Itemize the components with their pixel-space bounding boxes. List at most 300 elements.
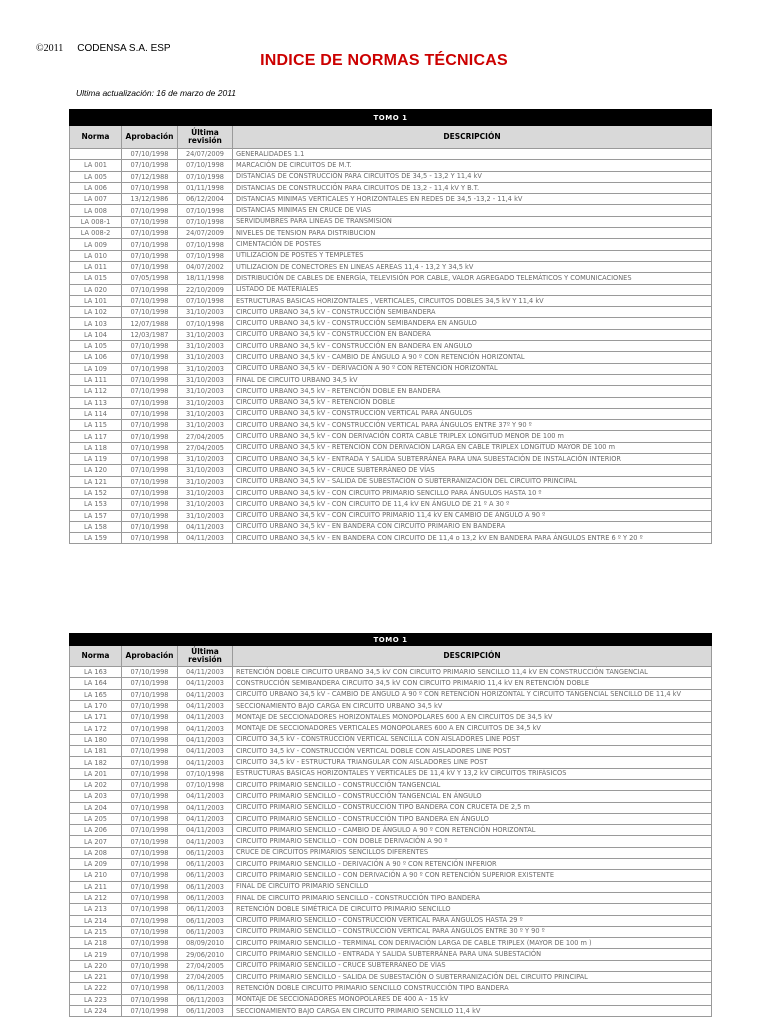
table-row [70, 510, 712, 521]
cell-ultima-revision: 04/11/2003 [178, 678, 233, 689]
cell-aprobacion: 07/10/1998 [122, 341, 178, 352]
table-row [70, 228, 712, 239]
cell-norma: LA 101 [70, 295, 122, 306]
cell-norma: LA 104 [70, 329, 122, 340]
cell-ultima-revision: 31/10/2003 [178, 386, 233, 397]
table-row [70, 847, 712, 858]
cell-descripcion: CIRCUITO URBANO 34,5 kV - CAMBIO DE ÁNGULO A 90 º CON RETENCIÓN HORIZONTAL [233, 352, 712, 363]
cell-norma: LA 109 [70, 363, 122, 374]
cell-descripcion: CIRCUITO PRIMARIO SENCILLO - CAMBIO DE ÁNGULO A 90 º CON RETENCIÓN HORIZONTAL [233, 825, 712, 836]
cell-aprobacion: 07/10/1998 [122, 678, 178, 689]
cell-ultima-revision: 04/11/2003 [178, 700, 233, 711]
cell-aprobacion: 07/10/1998 [122, 779, 178, 790]
table-row [70, 938, 712, 949]
cell-aprobacion: 07/10/1998 [122, 712, 178, 723]
cell-descripcion: MARCACIÓN DE CIRCUITOS DE M.T. [233, 160, 712, 171]
cell-norma: LA 006 [70, 182, 122, 193]
cell-descripcion: CIRCUITO URBANO 34,5 kV - RETENCIÓN CON DERIVACIÓN LARGA EN CABLE TRIPLEX LONGITUD MAYOR DE 100 m [233, 442, 712, 453]
table-row [70, 859, 712, 870]
cell-aprobacion: 07/10/1998 [122, 397, 178, 408]
page-title [0, 52, 768, 70]
table-row [70, 994, 712, 1005]
cell-ultima-revision: 04/11/2003 [178, 689, 233, 700]
table-row [70, 250, 712, 261]
cell-ultima-revision: 31/10/2003 [178, 454, 233, 465]
cell-descripcion: CIRCUITO PRIMARIO SENCILLO - DERIVACIÓN A 90 º CON RETENCIÓN INFERIOR [233, 859, 712, 870]
table-row [70, 499, 712, 510]
cell-descripcion: CIRCUITO URBANO 34,5 kV - CONSTRUCCIÓN VERTICAL PARA ÁNGULOS ENTRE 37º Y 90 º [233, 420, 712, 431]
cell-ultima-revision: 07/10/1998 [178, 779, 233, 790]
cell-norma: LA 163 [70, 667, 122, 678]
cell-ultima-revision: 07/10/1998 [178, 768, 233, 779]
table-row [70, 194, 712, 205]
cell-aprobacion: 07/10/1998 [122, 949, 178, 960]
cell-norma: LA 215 [70, 926, 122, 937]
cell-aprobacion: 07/10/1998 [122, 813, 178, 824]
cell-descripcion: MONTAJE DE SECCIONADORES MONOPOLARES DE 400 A - 15 kV [233, 994, 712, 1005]
cell-aprobacion: 07/05/1998 [122, 273, 178, 284]
cell-aprobacion: 07/10/1998 [122, 205, 178, 216]
cell-norma: LA 212 [70, 892, 122, 903]
cell-ultima-revision: 31/10/2003 [178, 487, 233, 498]
cell-ultima-revision: 01/11/1998 [178, 182, 233, 193]
cell-aprobacion: 07/10/1998 [122, 734, 178, 745]
table-row [70, 329, 712, 340]
cell-norma: LA 224 [70, 1005, 122, 1016]
table-row [70, 442, 712, 453]
col-ultima-revision: Última revisión [178, 126, 233, 149]
cell-descripcion: FINAL DE CIRCUITO URBANO 34,5 kV [233, 374, 712, 385]
cell-descripcion: FINAL DE CIRCUITO PRIMARIO SENCILLO - CONSTRUCCIÓN TIPO BANDERA [233, 892, 712, 903]
cell-descripcion: CIRCUITO 34,5 kV - ESTRUCTURA TRIANGULAR CON AISLADORES LINE POST [233, 757, 712, 768]
cell-ultima-revision: 31/10/2003 [178, 510, 233, 521]
table-row [70, 836, 712, 847]
cell-norma: LA 008-1 [70, 216, 122, 227]
cell-ultima-revision: 04/11/2003 [178, 825, 233, 836]
table-row [70, 904, 712, 915]
cell-aprobacion: 07/10/1998 [122, 533, 178, 544]
cell-ultima-revision: 31/10/2003 [178, 329, 233, 340]
cell-norma: LA 015 [70, 273, 122, 284]
cell-norma: LA 111 [70, 374, 122, 385]
cell-ultima-revision: 31/10/2003 [178, 408, 233, 419]
cell-ultima-revision: 31/10/2003 [178, 420, 233, 431]
col-aprobacion: Aprobación [122, 126, 178, 149]
cell-norma: LA 219 [70, 949, 122, 960]
cell-aprobacion: 07/10/1998 [122, 476, 178, 487]
cell-descripcion: CIRCUITO 34,5 kV - CONSTRUCCIÓN VERTICAL SENCILLA CON AISLADORES LINE POST [233, 734, 712, 745]
cell-norma: LA 105 [70, 341, 122, 352]
cell-ultima-revision: 04/11/2003 [178, 791, 233, 802]
table-row [70, 915, 712, 926]
cell-aprobacion: 07/10/1998 [122, 295, 178, 306]
cell-descripcion: CIRCUITO PRIMARIO SENCILLO - CONSTRUCCIÓN TANGENCIAL EN ÁNGULO [233, 791, 712, 802]
cell-aprobacion: 07/10/1998 [122, 521, 178, 532]
cell-descripcion: CIRCUITO URBANO 34,5 kV - CRUCE SUBTERRÁNEO DE VÍAS [233, 465, 712, 476]
cell-aprobacion: 07/10/1998 [122, 723, 178, 734]
table-row [70, 205, 712, 216]
cell-aprobacion: 07/10/1998 [122, 352, 178, 363]
cell-norma: LA 208 [70, 847, 122, 858]
cell-ultima-revision: 07/10/1998 [178, 160, 233, 171]
cell-ultima-revision: 31/10/2003 [178, 374, 233, 385]
cell-aprobacion: 07/10/1998 [122, 442, 178, 453]
table-row [70, 239, 712, 250]
cell-descripcion: CIRCUITO URBANO 34,5 kV - ENTRADA Y SALIDA SUBTERRÁNEA PARA UNA SUBESTACIÓN DE INSTALACIÓN INTERIOR [233, 454, 712, 465]
cell-aprobacion: 12/07/1988 [122, 318, 178, 329]
cell-aprobacion: 07/10/1998 [122, 836, 178, 847]
cell-norma: LA 203 [70, 791, 122, 802]
cell-descripcion: CIRCUITO PRIMARIO SENCILLO - CONSTRUCCIÓN TIPO BANDERA EN ÁNGULO [233, 813, 712, 824]
cell-descripcion: CIRCUITO URBANO 34,5 kV - CONSTRUCCIÓN VERTICAL PARA ÁNGULOS [233, 408, 712, 419]
cell-norma: LA 118 [70, 442, 122, 453]
cell-norma: LA 008 [70, 205, 122, 216]
cell-ultima-revision: 07/10/1998 [178, 171, 233, 182]
copyright-text: ©2011 [36, 43, 64, 54]
cell-norma: LA 180 [70, 734, 122, 745]
cell-aprobacion: 07/10/1998 [122, 983, 178, 994]
cell-aprobacion: 07/10/1998 [122, 160, 178, 171]
cell-ultima-revision: 31/10/2003 [178, 499, 233, 510]
table-row [70, 374, 712, 385]
cell-descripcion: SERVIDUMBRES PARA LINEAS DE TRANSMISION [233, 216, 712, 227]
cell-descripcion: CIRCUITO URBANO 34,5 kV - CON DERIVACIÓN CORTA CABLE TRIPLEX LONGITUD MENOR DE 100 m [233, 431, 712, 442]
cell-aprobacion: 07/10/1998 [122, 689, 178, 700]
cell-norma: LA 213 [70, 904, 122, 915]
cell-ultima-revision: 29/06/2010 [178, 949, 233, 960]
table-row [70, 779, 712, 790]
cell-aprobacion: 07/10/1998 [122, 768, 178, 779]
cell-ultima-revision: 06/11/2003 [178, 994, 233, 1005]
cell-descripcion: CIRCUITO URBANO 34,5 kV - DERIVACIÓN A 90 º CON RETENCIÓN HORIZONTAL [233, 363, 712, 374]
cell-aprobacion: 07/10/1998 [122, 284, 178, 295]
cell-norma: LA 209 [70, 859, 122, 870]
cell-descripcion: CIRCUITO 34,5 kV - CONSTRUCCIÓN VERTICAL DOBLE CON AISLADORES LINE POST [233, 746, 712, 757]
cell-norma: LA 218 [70, 938, 122, 949]
cell-norma: LA 007 [70, 194, 122, 205]
cell-aprobacion: 07/10/1998 [122, 881, 178, 892]
cell-descripcion: DISTANCIAS DE CONSTRUCCIÓN PARA CIRCUITOS DE 34,5 - 13,2 Y 11,4 kV [233, 171, 712, 182]
cell-ultima-revision: 04/11/2003 [178, 667, 233, 678]
cell-norma: LA 214 [70, 915, 122, 926]
cell-aprobacion: 07/10/1998 [122, 938, 178, 949]
col-descripcion: DESCRIPCIÓN [233, 646, 712, 667]
cell-descripcion: NIVELES DE TENSION PARA DISTRIBUCION [233, 228, 712, 239]
cell-norma: LA 206 [70, 825, 122, 836]
cell-descripcion: MONTAJE DE SECCIONADORES VERTICALES MONOPOLARES 600 A EN CIRCUITOS DE 34,5 kV [233, 723, 712, 734]
cell-descripcion: CIRCUITO URBANO 34,5 kV - RETENCIÓN DOBLE EN BANDERA [233, 386, 712, 397]
table-body-1 [70, 149, 712, 544]
cell-descripcion: DISTANCIAS MINIMAS EN CRUCE DE VIAS [233, 205, 712, 216]
cell-aprobacion: 07/10/1998 [122, 870, 178, 881]
cell-descripcion: ESTRUCTURAS BASICAS HORIZONTALES , VERTICALES, CIRCUITOS DOBLES 34,5 kV Y 11,4 kV [233, 295, 712, 306]
col-ultima-revision: Última revisión [178, 646, 233, 667]
cell-ultima-revision: 07/10/1998 [178, 250, 233, 261]
company-name: CODENSA S.A. ESP [77, 43, 171, 54]
cell-norma: LA 153 [70, 499, 122, 510]
table-row [70, 734, 712, 745]
cell-norma: LA 164 [70, 678, 122, 689]
cell-aprobacion: 07/10/1998 [122, 374, 178, 385]
cell-aprobacion: 07/10/1998 [122, 746, 178, 757]
cell-aprobacion: 07/10/1998 [122, 420, 178, 431]
cell-ultima-revision: 07/10/1998 [178, 239, 233, 250]
cell-aprobacion: 07/10/1998 [122, 454, 178, 465]
cell-aprobacion: 12/03/1987 [122, 329, 178, 340]
cell-ultima-revision: 06/11/2003 [178, 1005, 233, 1016]
cell-ultima-revision: 04/11/2003 [178, 712, 233, 723]
cell-descripcion: RETENCIÓN DOBLE CIRCUITO URBANO 34,5 kV CON CIRCUITO PRIMARIO SENCILLO 11,4 kV EN CONSTRUCCIÓN TANGENCIAL [233, 667, 712, 678]
table-row [70, 420, 712, 431]
cell-aprobacion: 07/10/1998 [122, 431, 178, 442]
cell-ultima-revision: 31/10/2003 [178, 363, 233, 374]
cell-norma: LA 204 [70, 802, 122, 813]
cell-norma: LA 172 [70, 723, 122, 734]
table-body-2 [70, 667, 712, 1017]
table-row [70, 182, 712, 193]
table-row [70, 949, 712, 960]
cell-aprobacion: 07/10/1998 [122, 904, 178, 915]
cell-norma: LA 113 [70, 397, 122, 408]
cell-descripcion: MONTAJE DE SECCIONADORES HORIZONTALES MONOPOLARES 600 A EN CIRCUITOS DE 34,5 kV [233, 712, 712, 723]
cell-norma [70, 149, 122, 160]
cell-norma: LA 181 [70, 746, 122, 757]
cell-aprobacion: 07/10/1998 [122, 216, 178, 227]
cell-ultima-revision: 27/04/2005 [178, 960, 233, 971]
table-row [70, 341, 712, 352]
cell-ultima-revision: 04/11/2003 [178, 746, 233, 757]
cell-ultima-revision: 07/10/1998 [178, 216, 233, 227]
tomo-header: TOMO 1 [70, 634, 712, 646]
table-row [70, 386, 712, 397]
cell-norma: LA 120 [70, 465, 122, 476]
cell-ultima-revision: 27/04/2005 [178, 972, 233, 983]
cell-norma: LA 008-2 [70, 228, 122, 239]
cell-descripcion: CIRCUITO URBANO 34,5 kV - CON CIRCUITO DE 11,4 kV EN ÁNGULO DE 21 º A 30 º [233, 499, 712, 510]
cell-aprobacion: 07/10/1998 [122, 228, 178, 239]
cell-norma: LA 005 [70, 171, 122, 182]
table-row [70, 678, 712, 689]
cell-descripcion: CIMENTACIÓN DE POSTES [233, 239, 712, 250]
cell-descripcion: CRUCE DE CIRCUITOS PRIMARIOS SENCILLOS DIFERENTES [233, 847, 712, 858]
cell-ultima-revision: 22/10/2009 [178, 284, 233, 295]
table-row [70, 521, 712, 532]
cell-descripcion: CIRCUITO URBANO 34,5 kV - CAMBIO DE ÁNGULO A 90 º CON RETENCIÓN HORIZONTAL Y CIRCUITO TANGENCIAL SENCILLO DE 11,4 kV [233, 689, 712, 700]
table-row [70, 408, 712, 419]
cell-norma: LA 220 [70, 960, 122, 971]
table-row [70, 397, 712, 408]
table-row [70, 295, 712, 306]
cell-norma: LA 223 [70, 994, 122, 1005]
cell-descripcion: CIRCUITO PRIMARIO SENCILLO - CON DOBLE DERIVACIÓN A 90 º [233, 836, 712, 847]
cell-aprobacion: 07/10/1998 [122, 825, 178, 836]
cell-descripcion: GENERALIDADES 1.1 [233, 149, 712, 160]
cell-ultima-revision: 31/10/2003 [178, 397, 233, 408]
table-row [70, 757, 712, 768]
cell-aprobacion: 13/12/1986 [122, 194, 178, 205]
cell-ultima-revision: 04/11/2003 [178, 723, 233, 734]
cell-norma: LA 102 [70, 307, 122, 318]
cell-ultima-revision: 06/11/2003 [178, 859, 233, 870]
cell-descripcion: CIRCUITO URBANO 34,5 kV - CON CIRCUITO PRIMARIO SENCILLO PARA ÁNGULOS HASTA 10 º [233, 487, 712, 498]
table-row [70, 454, 712, 465]
cell-descripcion: CIRCUITO PRIMARIO SENCILLO - ENTRADA Y SALIDA SUBTERRÁNEA PARA UNA SUBESTACIÓN [233, 949, 712, 960]
cell-descripcion: CIRCUITO PRIMARIO SENCILLO - CONSTRUCCIÓN TANGENCIAL [233, 779, 712, 790]
cell-aprobacion: 07/10/1998 [122, 802, 178, 813]
cell-norma: LA 010 [70, 250, 122, 261]
col-descripcion: DESCRIPCIÓN [233, 126, 712, 149]
table-row [70, 926, 712, 937]
cell-aprobacion: 07/10/1998 [122, 250, 178, 261]
cell-ultima-revision: 04/11/2003 [178, 802, 233, 813]
cell-descripcion: CIRCUITO URBANO 34,5 kV - EN BANDERA CON CIRCUITO DE 11,4 o 13,2 kV EN BANDERA PARA ÁNGULOS ENTRE 6 º Y 20 º [233, 533, 712, 544]
table-row [70, 689, 712, 700]
cell-norma: LA 112 [70, 386, 122, 397]
cell-ultima-revision: 04/11/2003 [178, 757, 233, 768]
cell-aprobacion: 07/10/1998 [122, 386, 178, 397]
cell-ultima-revision: 04/11/2003 [178, 521, 233, 532]
cell-ultima-revision: 04/11/2003 [178, 734, 233, 745]
col-norma: Norma [70, 126, 122, 149]
cell-ultima-revision: 06/11/2003 [178, 915, 233, 926]
table-row [70, 712, 712, 723]
cell-descripcion: CIRCUITO URBANO 34,5 kV - CONSTRUCCIÓN EN BANDERA EN ANGULO [233, 341, 712, 352]
col-aprobacion: Aprobación [122, 646, 178, 667]
cell-descripcion: CONSTRUCCIÓN SEMIBANDERA CIRCUITO 34,5 kV CON CIRCUITO PRIMARIO 11,4 kV EN RETENCIÓN DOBLE [233, 678, 712, 689]
cell-aprobacion: 07/10/1998 [122, 307, 178, 318]
table-row [70, 171, 712, 182]
table-row [70, 149, 712, 160]
cell-aprobacion: 07/10/1998 [122, 972, 178, 983]
cell-descripcion: UTILIZACION DE POSTES Y TEMPLETES [233, 250, 712, 261]
table-row [70, 825, 712, 836]
table-row [70, 352, 712, 363]
cell-ultima-revision: 04/11/2003 [178, 533, 233, 544]
table-row [70, 318, 712, 329]
cell-norma: LA 222 [70, 983, 122, 994]
cell-descripcion: CIRCUITO URBANO 34,5 kV - CON CIRCUITO PRIMARIO 11,4 kV EN CAMBIO DE ÁNGULO A 90 º [233, 510, 712, 521]
table-row [70, 983, 712, 994]
norms-table-1 [69, 109, 712, 544]
cell-ultima-revision: 31/10/2003 [178, 352, 233, 363]
cell-ultima-revision: 06/11/2003 [178, 926, 233, 937]
table-row [70, 746, 712, 757]
norms-table-2 [69, 633, 712, 1017]
cell-aprobacion: 07/10/1998 [122, 261, 178, 272]
cell-aprobacion: 07/10/1998 [122, 926, 178, 937]
cell-descripcion: CIRCUITO PRIMARIO SENCILLO - TERMINAL CON DERIVACIÓN LARGA DE CABLE TRIPLEX (MAYOR DE 100 m ) [233, 938, 712, 949]
table-row [70, 802, 712, 813]
cell-descripcion: DISTANCIAS MINIMAS VERTICALES Y HORIZONTALES EN REDES DE 34,5 -13,2 - 11,4 kV [233, 194, 712, 205]
table-row [70, 870, 712, 881]
table-row [70, 723, 712, 734]
cell-norma: LA 165 [70, 689, 122, 700]
cell-ultima-revision: 06/11/2003 [178, 904, 233, 915]
cell-aprobacion: 07/10/1998 [122, 994, 178, 1005]
cell-norma: LA 114 [70, 408, 122, 419]
cell-ultima-revision: 07/10/1998 [178, 318, 233, 329]
cell-norma: LA 152 [70, 487, 122, 498]
cell-ultima-revision: 06/11/2003 [178, 847, 233, 858]
cell-aprobacion: 07/10/1998 [122, 487, 178, 498]
table-row [70, 700, 712, 711]
cell-descripcion: CIRCUITO PRIMARIO SENCILLO - CONSTRUCCIÓN VERTICAL PARA ÁNGULOS HASTA 29 º [233, 915, 712, 926]
table-row [70, 881, 712, 892]
cell-descripcion: CIRCUITO URBANO 34,5 kV - SALIDA DE SUBESTACIÓN O SUBTERRANIZACIÓN DEL CIRCUITO PRINCIPAL [233, 476, 712, 487]
cell-aprobacion: 07/10/1998 [122, 363, 178, 374]
cell-norma: LA 103 [70, 318, 122, 329]
cell-descripcion: CIRCUITO PRIMARIO SENCILLO - CONSTRUCCIÓN VERTICAL PARA ÁNGULOS ENTRE 30 º Y 90 º [233, 926, 712, 937]
cell-aprobacion: 07/10/1998 [122, 149, 178, 160]
cell-descripcion: CIRCUITO PRIMARIO SENCILLO - SALIDA DE SUBESTACIÓN O SUBTERRANIZACIÓN DEL CIRCUITO PRINCIPAL [233, 972, 712, 983]
cell-ultima-revision: 04/07/2002 [178, 261, 233, 272]
cell-norma: LA 207 [70, 836, 122, 847]
table-row [70, 667, 712, 678]
cell-norma: LA 159 [70, 533, 122, 544]
table-row [70, 160, 712, 171]
cell-norma: LA 202 [70, 779, 122, 790]
table-row [70, 892, 712, 903]
cell-aprobacion: 07/10/1998 [122, 510, 178, 521]
cell-ultima-revision: 06/12/2004 [178, 194, 233, 205]
table-row [70, 273, 712, 284]
cell-descripcion: CIRCUITO PRIMARIO SENCILLO - CONSTRUCCIÓN TIPO BANDERA CON CRUCETA DE 2,5 m [233, 802, 712, 813]
cell-norma: LA 119 [70, 454, 122, 465]
cell-norma: LA 171 [70, 712, 122, 723]
cell-descripcion: SECCIONAMIENTO BAJO CARGA EN CIRCUITO PRIMARIO SENCILLO 11,4 kV [233, 1005, 712, 1016]
cell-norma: LA 011 [70, 261, 122, 272]
cell-ultima-revision: 18/11/1998 [178, 273, 233, 284]
cell-ultima-revision: 24/07/2009 [178, 228, 233, 239]
table-row [70, 465, 712, 476]
cell-ultima-revision: 04/11/2003 [178, 813, 233, 824]
cell-aprobacion: 07/10/1998 [122, 667, 178, 678]
cell-aprobacion: 07/10/1998 [122, 408, 178, 419]
cell-descripcion: ESTRUCTURAS BÁSICAS HORIZONTALES Y VERTICALES DE 11,4 kV Y 13,2 kV CIRCUITOS TRIFÁSICOS [233, 768, 712, 779]
cell-ultima-revision: 27/04/2005 [178, 442, 233, 453]
cell-aprobacion: 07/12/1988 [122, 171, 178, 182]
cell-ultima-revision: 31/10/2003 [178, 307, 233, 318]
cell-norma: LA 210 [70, 870, 122, 881]
table-row [70, 476, 712, 487]
cell-norma: LA 158 [70, 521, 122, 532]
col-norma: Norma [70, 646, 122, 667]
table-row [70, 431, 712, 442]
table-row [70, 960, 712, 971]
cell-norma: LA 121 [70, 476, 122, 487]
cell-norma: LA 170 [70, 700, 122, 711]
cell-aprobacion: 07/10/1998 [122, 960, 178, 971]
cell-aprobacion: 07/10/1998 [122, 1005, 178, 1016]
cell-ultima-revision: 31/10/2003 [178, 465, 233, 476]
cell-norma: LA 201 [70, 768, 122, 779]
cell-descripcion: CIRCUITO URBANO 34,5 kV - EN BANDERA CON CIRCUITO PRIMARIO EN BANDERA [233, 521, 712, 532]
cell-aprobacion: 07/10/1998 [122, 757, 178, 768]
table-row [70, 307, 712, 318]
cell-aprobacion: 07/10/1998 [122, 465, 178, 476]
cell-norma: LA 009 [70, 239, 122, 250]
cell-ultima-revision: 31/10/2003 [178, 341, 233, 352]
cell-ultima-revision: 27/04/2005 [178, 431, 233, 442]
page-title-accent: TÉCNICAS [424, 52, 508, 69]
cell-ultima-revision: 07/10/1998 [178, 295, 233, 306]
table-row [70, 284, 712, 295]
table-row [70, 972, 712, 983]
cell-aprobacion: 07/10/1998 [122, 182, 178, 193]
cell-aprobacion: 07/10/1998 [122, 847, 178, 858]
cell-descripcion: DISTRIBUCIÓN DE CABLES DE ENERGÍA, TELEVISIÓN POR CABLE, VALOR AGREGADO TELEMÁTICOS Y COMUNICACIONES [233, 273, 712, 284]
cell-norma: LA 020 [70, 284, 122, 295]
